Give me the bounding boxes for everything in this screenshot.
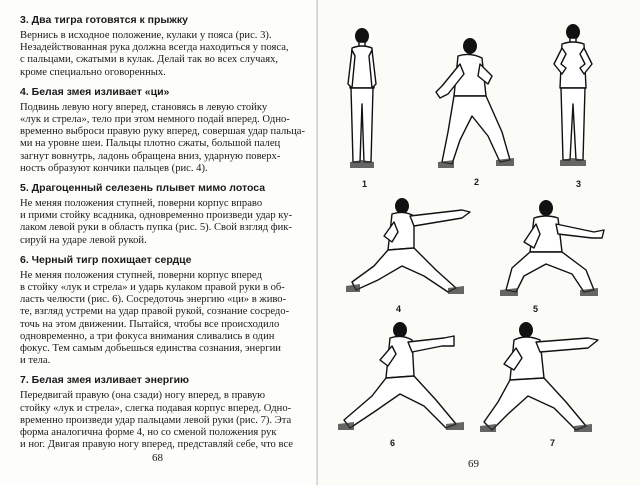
section-paragraph [20, 390, 310, 451]
text-line: ласть челюсти (рис. 6). Сосредоточь энергию «ци» в живо- [20, 294, 287, 306]
text-line: с пальцами, сжатыми в кулак. Делай так во всех случаях, [20, 54, 279, 66]
text-line: Подвинь левую ногу вперед, становясь в левую стойку [20, 101, 268, 113]
section-paragraph [20, 30, 310, 79]
text-line: «лук и стрела», тело при этом немного подай вперед. Одно- [20, 114, 290, 126]
text-line: и тела. [20, 355, 51, 367]
right-page [318, 0, 640, 485]
text-line: стойку «лук и стрела», слегка подавая корпус вперед. Одно- [20, 402, 292, 414]
text-line: Вернись в исходное положение, кулаки у пояса (рис. 3). [20, 30, 272, 41]
figure-3-label: 3 [576, 179, 582, 189]
text-line: временно произведи удар пальцами левой руки (рис. 7). Эта [20, 414, 292, 426]
figure-6-label: 6 [390, 438, 396, 448]
section-heading: 7. Белая змея изливает энергию [20, 374, 189, 387]
figure-2-illustration [430, 36, 518, 174]
text-line: и ног. Двигая правую ногу вперед, представляй себе, что все [20, 439, 293, 451]
figure-3-illustration [548, 22, 598, 172]
section-paragraph [20, 198, 310, 247]
figure-5-label: 5 [533, 304, 539, 314]
figure-1-illustration [340, 26, 384, 174]
text-line: одновременно, а три фокуса внимания сливались в один [20, 330, 275, 342]
text-line: те, взгляд устреми на удар правой рукой, сознание сосредо- [20, 306, 290, 318]
section-paragraph [20, 270, 310, 368]
figure-5-illustration [494, 198, 618, 302]
text-line: точь на этом движении. Пытайся, чтобы все происходило [20, 318, 280, 330]
text-line: ми на уровне шеи. Пальцы плотно сжаты, большой палец [20, 138, 281, 150]
text-line: форма аналогична форме 4, но со сменой положения рук [20, 427, 277, 439]
section-heading: 5. Драгоценный селезень плывет мимо лотоса [20, 182, 266, 195]
figure-7-label: 7 [550, 438, 556, 448]
section-heading: 4. Белая змея изливает «ци» [20, 85, 170, 98]
section-heading: 6. Черный тигр похищает сердце [20, 253, 192, 266]
figure-6-illustration [334, 320, 474, 440]
text-line: фокус. Тем самым добьешься единства сознания, энергии [20, 343, 281, 355]
text-line: Передвигай правую (она сзади) ногу вперед, в правую [20, 390, 266, 402]
figure-4-label: 4 [396, 304, 402, 314]
left-page-text [20, 14, 310, 458]
text-line: Незадействованная рука должна всегда находиться у пояса, [20, 42, 289, 54]
text-line: ность образуют кончики пальцев (рис. 4). [20, 162, 208, 174]
left-page [0, 0, 318, 485]
text-line: сируй на ударе левой рукой. [20, 234, 147, 246]
page-number: 68 [152, 452, 163, 464]
text-line: Не меняя положения ступней, поверни корпус вперед [20, 269, 262, 281]
figure-1-label: 1 [362, 179, 368, 189]
section-paragraph [20, 102, 310, 175]
text-line: в стойку «лук и стрела» и ударь кулаком правой руки в об- [20, 282, 285, 294]
section-heading: 3. Два тигра готовятся к прыжку [20, 14, 188, 26]
page-number: 69 [468, 458, 479, 470]
text-line: загнут вовнутрь, ладонь обращена вниз, ударную поверх- [20, 150, 281, 162]
text-line: лаком левой руки в область пупка (рис. 5). Свой взгляд фик- [20, 222, 292, 234]
text-line: и прими стойку всадника, одновременно произведи удар ку- [20, 210, 293, 222]
text-line: временно выброси правую руку вперед, совершая удар пальца- [20, 126, 306, 138]
figure-7-illustration [478, 318, 606, 442]
text-line: Не меняя положения ступней, поверни корпус вправо [20, 198, 263, 210]
figure-4-illustration [344, 196, 474, 300]
text-line: кроме специально оговоренных. [20, 66, 166, 78]
figure-2-label: 2 [474, 177, 480, 187]
